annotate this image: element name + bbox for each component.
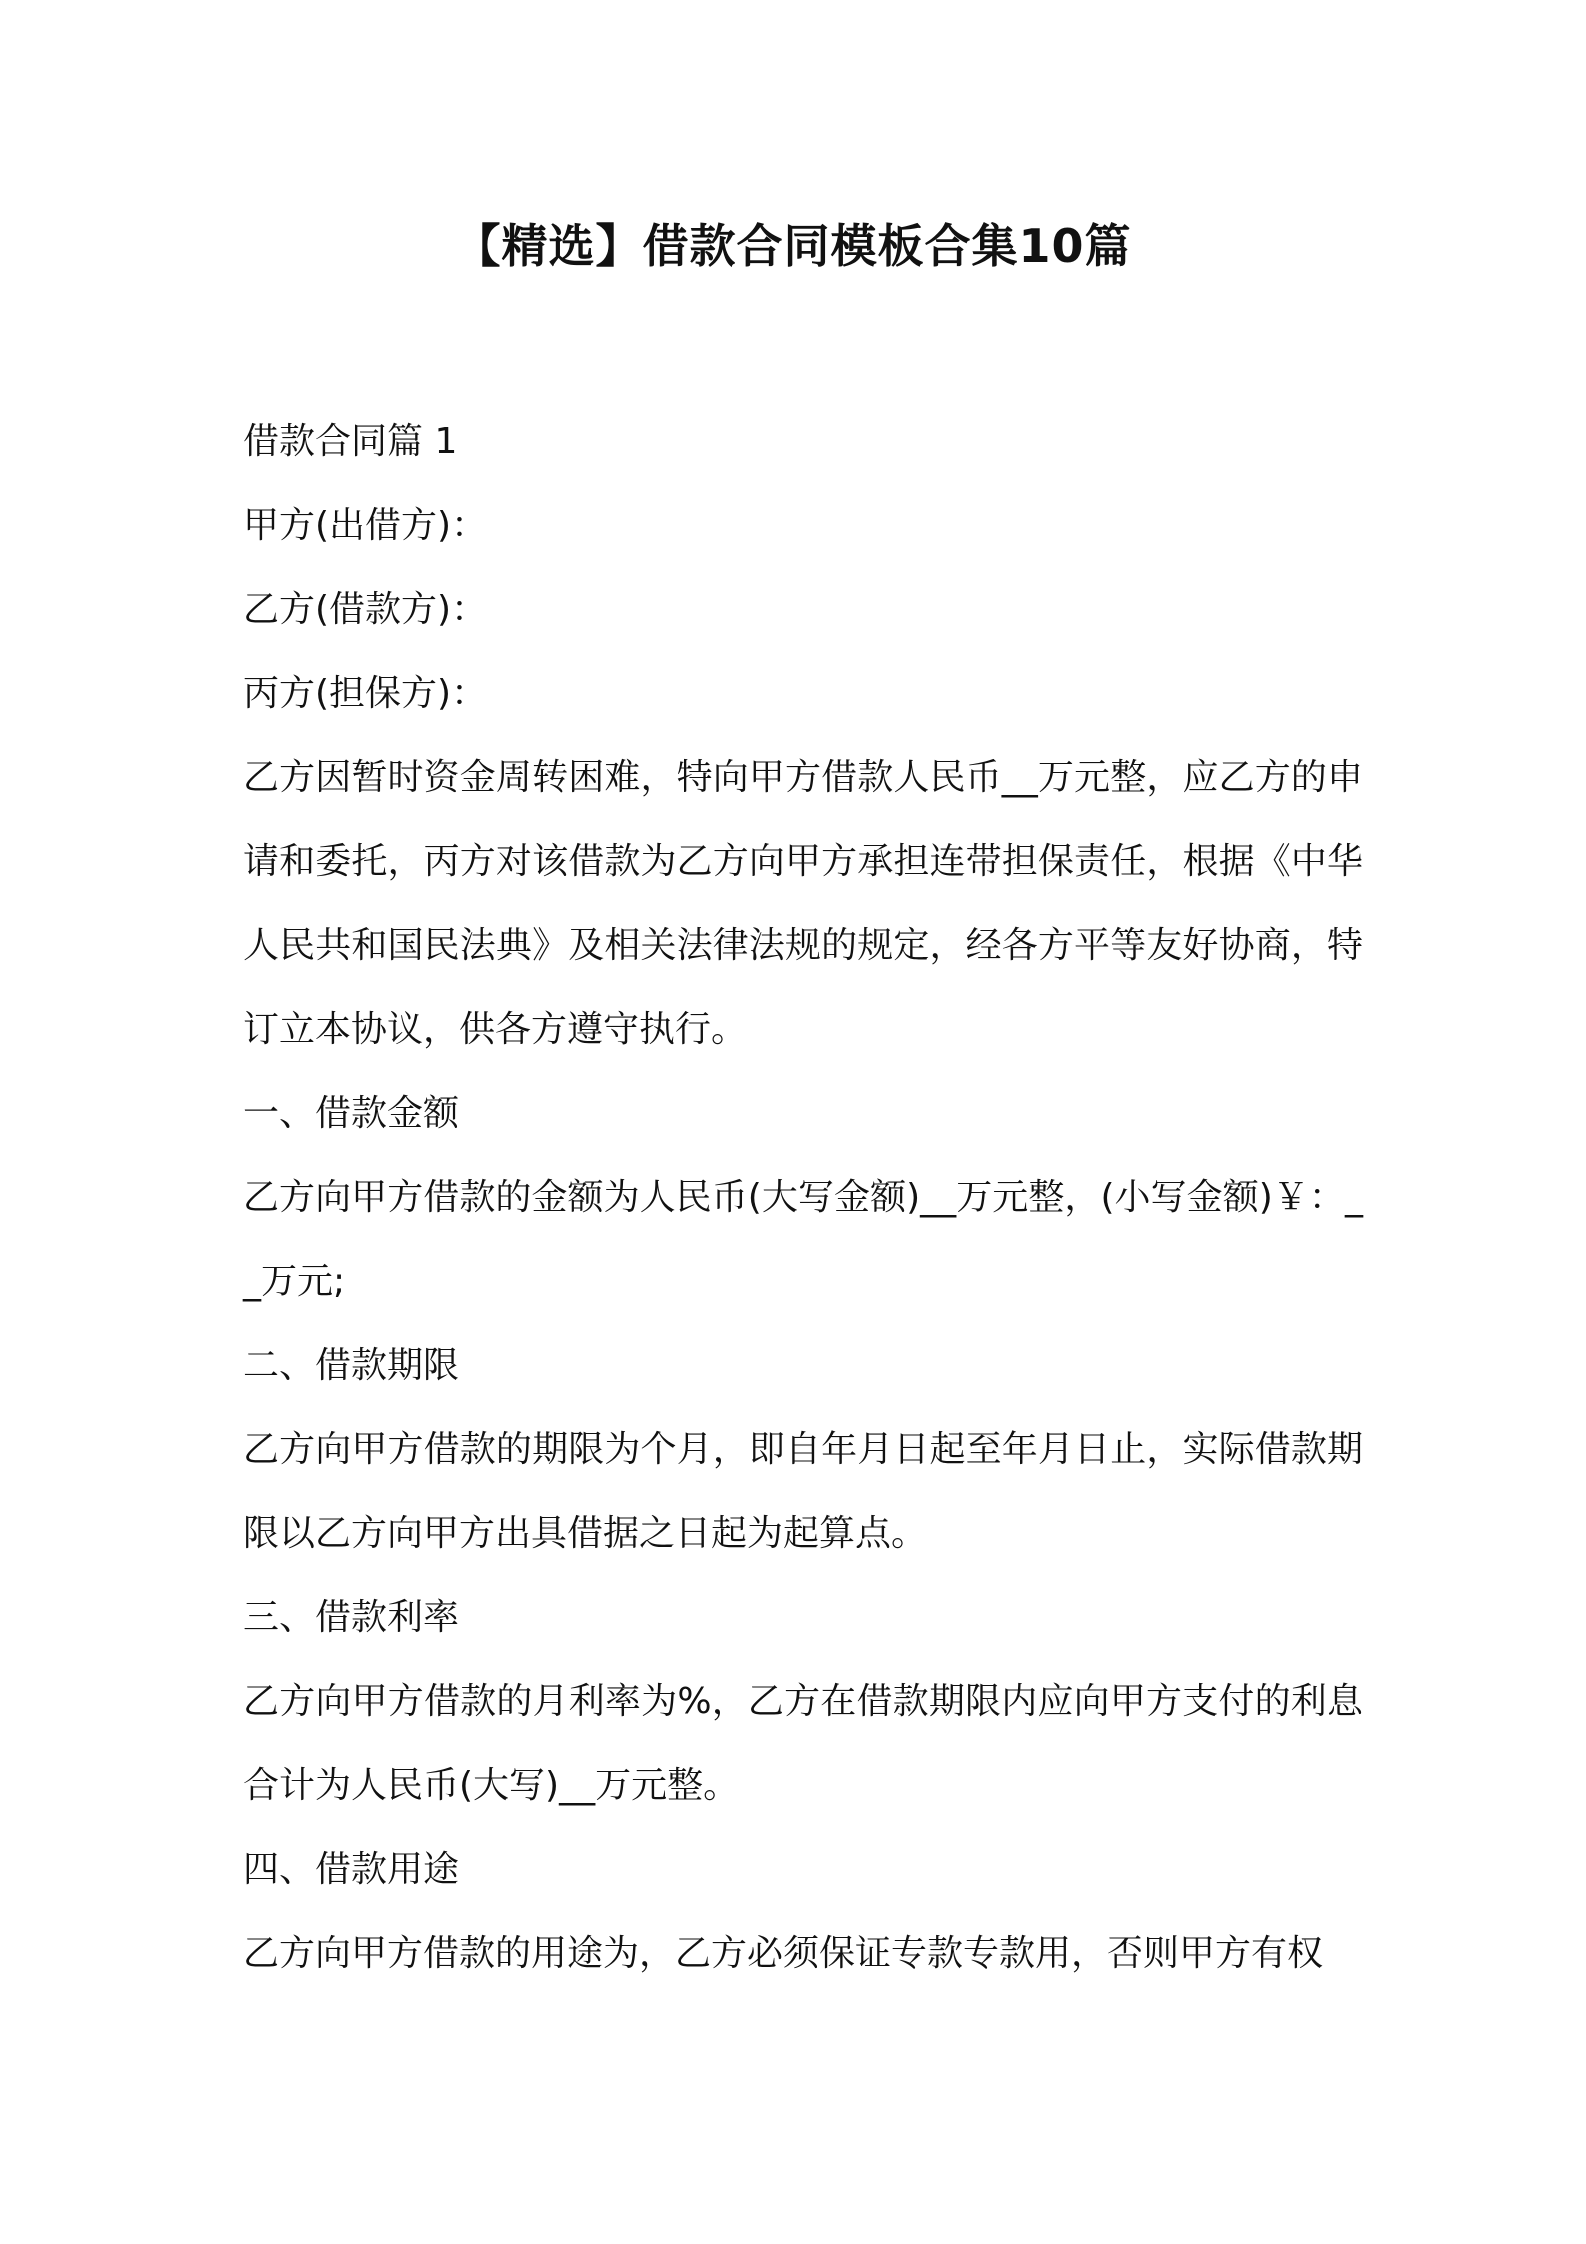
clause-heading-term: 二、借款期限 (243, 1345, 460, 1386)
party-a-line: 甲方(出借方)： (243, 505, 488, 546)
preamble-paragraph: 乙方因暂时资金周转困难，特向甲方借款人民币__万元整，应乙方的申请和委托，丙方对该借款为乙方向甲方承担连带担保责任，根据《中华人民共和国民法典》及相关法律法规的规定，经各方平等友好协商，特订立本协议，供各方遵守执行。 (243, 757, 1363, 1050)
clause-text-amount: 乙方向甲方借款的金额为人民币(大写金额)__万元整，(小写金额)￥：__万元; (243, 1177, 1363, 1302)
clause-text-rate: 乙方向甲方借款的月利率为%，乙方在借款期限内应向甲方支付的利息合计为人民币(大写)__万元整。 (243, 1681, 1363, 1806)
clause-heading-rate: 三、借款利率 (243, 1597, 460, 1638)
section-heading: 借款合同篇 1 (243, 421, 458, 462)
party-b-line: 乙方(借款方)： (243, 589, 488, 630)
party-c-line: 丙方(担保方)： (243, 673, 488, 714)
document-title: 【精选】借款合同模板合集10篇 (454, 219, 1132, 273)
clause-heading-purpose: 四、借款用途 (243, 1849, 460, 1890)
document-body (243, 400, 1363, 1996)
clause-text-purpose: 乙方向甲方借款的用途为，乙方必须保证专款专款用，否则甲方有权 (243, 1933, 1324, 1974)
clause-text-term: 乙方向甲方借款的期限为个月，即自年月日起至年月日止，实际借款期限以乙方向甲方出具借据之日起为起算点。 (243, 1429, 1363, 1554)
clause-heading-amount: 一、借款金额 (243, 1093, 460, 1134)
